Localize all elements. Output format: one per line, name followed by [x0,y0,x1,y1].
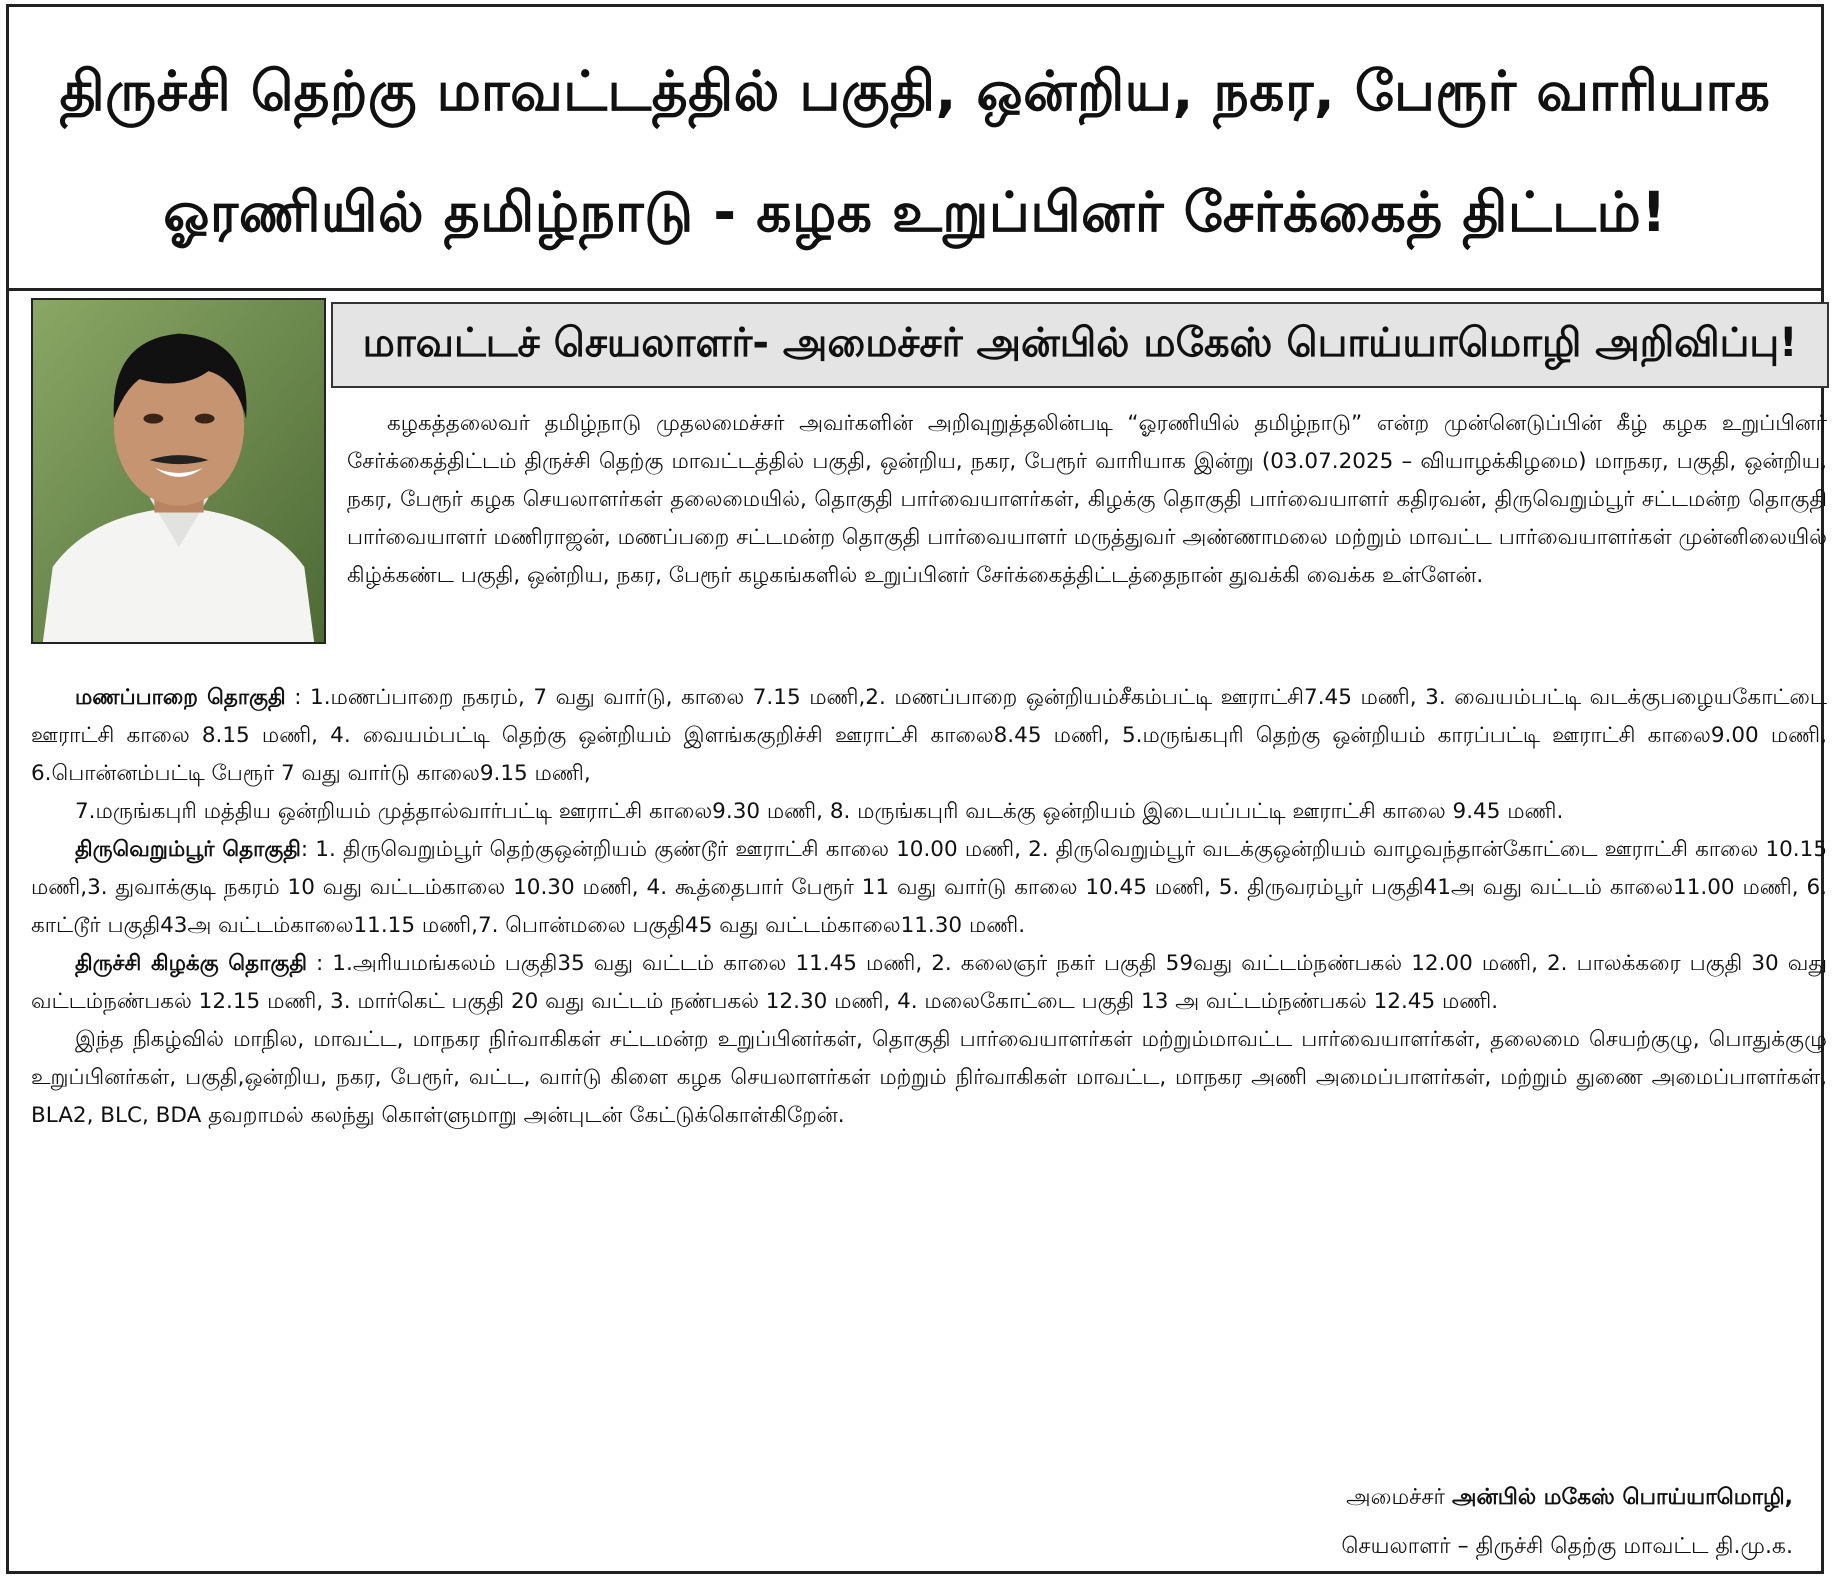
section-text: : 1.அரியமங்கலம் பகுதி35 வது வட்டம் காலை 11.45 மணி, 2. கலைஞர் நகர் பகுதி 59வது வட்டம்நண்பகல் 12.00 மணி, 2. பாலக்கரை பகுதி 30 வது வட்டம்நண்பகல் 12.15 மணி, 3. மார்கெட் பகுதி 20 வது வட்டம் நண்பகல் 12.30 மணி, 4. மலைகோட்டை பகுதி 13 அ வட்டம்நண்பகல் 12.45 மணி. [31,951,1827,1014]
headline-line-2: ஓரணியில் தமிழ்நாடு - கழக உறுப்பினர் சேர்க்கைத் திட்டம்! [163,180,1667,244]
section-paragraph [31,679,1827,793]
intro-paragraph [347,405,1827,595]
section-text: : 1.மணப்பாறை நகரம், 7 வது வார்டு, காலை 7.15 மணி,2. மணப்பாறை ஒன்றியம்சீகம்பட்டி ஊராட்சி7.45 மணி, 3. வையம்பட்டி வடக்குபழையகோட்டை ஊராட்சி காலை 8.15 மணி, 4. வையம்பட்டி தெற்கு ஒன்றியம் இளங்ககுறிச்சி ஊராட்சி காலை8.45 மணி, 5.மருங்கபுரி தெற்கு ஒன்றியம் காரப்பட்டி ஊராட்சி காலை9.00 மணி, 6.பொன்னம்பட்டி பேரூர் 7 வது வார்டு காலை9.15 மணி, [31,685,1827,786]
section-paragraph [31,831,1827,945]
section-paragraph [31,793,1827,831]
section-text: : 1. திருவெறும்பூர் தெற்குஒன்றியம் குண்டூர் ஊராட்சி காலை 10.00 மணி, 2. திருவெறும்பூர் வடக்குஒன்றியம் வாழவந்தான்கோட்டை ஊராட்சி காலை 10.15 மணி,3. துவாக்குடி நகரம் 10 வது வட்டம்காலை 10.30 மணி, 4. கூத்தைபார் பேரூர் 11 வது வார்டு காலை 10.45 மணி, 5. திருவரம்பூர் பகுதி41அ வது வட்டம் காலை11.00 மணி, 6. காட்டூர் பகுதி43அ வட்டம்காலை11.15 மணி,7. பொன்மலை பகுதி45 வது வட்டம்காலை11.30 மணி. [31,837,1827,938]
portrait-photo [31,298,326,644]
closing-paragraph [31,1021,1827,1135]
section-lead: திருச்சி கிழக்கு தொகுதி [75,951,307,976]
closing-text: இந்த நிகழ்வில் மாநில, மாவட்ட, மாநகர நிர்வாகிகள் சட்டமன்ற உறுப்பினர்கள், தொகுதி பார்வையாளர்கள் மற்றும்மாவட்ட பார்வையாளர்கள், தலைமை செயற்குழு, பொதுக்குழு உறுப்பினர்கள், பகுதி,ஒன்றிய, நகர, பேரூர், வட்ட, வார்டு கிளை கழக செயலாளர்கள் மற்றும் நிர்வாகிகள் மாவட்ட, மாநகர அணி அமைப்பாளர்கள், மற்றும் துணை அமைப்பாளர்கள், BLA2, BLC, BDA தவறாமல் கலந்து கொள்ளுமாறு அன்புடன் கேட்டுக்கொள்கிறேன். [31,1027,1827,1128]
schedule-body [31,679,1827,1135]
signature-name: அன்பில் மகேஸ் பொய்யாமொழி, [1452,1485,1793,1510]
headline-line-1: திருச்சி தெற்கு மாவட்டத்தில் பகுதி, ஒன்றிய, நகர, பேரூர் வாரியாக [59,59,1771,123]
divider [9,288,1821,291]
section-lead: திருவெறும்பூர் தொகுதி [75,837,301,862]
subheading-banner: மாவட்டச் செயலாளர்- அமைச்சர் அன்பில் மகேஸ் பொய்யாமொழி அறிவிப்பு! [331,302,1829,388]
person-portrait-icon [33,300,324,642]
notice-frame [6,4,1827,1574]
section-text: 7.மருங்கபுரி மத்திய ஒன்றியம் முத்தால்வார்பட்டி ஊராட்சி காலை9.30 மணி, 8. மருங்கபுரி வடக்கு ஒன்றியம் இடையப்பட்டி ஊராட்சி காலை 9.45 மணி. [75,799,1564,824]
signature-line-2: செயலாளர் – திருச்சி தெற்கு மாவட்ட தி.மு.க. [1341,1534,1793,1559]
signature-prefix: அமைச்சர் [1346,1485,1445,1510]
signature-line-1 [1346,1479,1793,1517]
section-paragraph [31,945,1827,1021]
intro-text: கழகத்தலைவர் தமிழ்நாடு முதலமைச்சர் அவர்களின் அறிவுறுத்தலின்படி “ஓரணியில் தமிழ்நாடு” என்ற முன்னெடுப்பின் கீழ் கழக உறுப்பினர் சேர்க்கைத்திட்டம் திருச்சி தெற்கு மாவட்டத்தில் பகுதி, ஒன்றிய, நகர, பேரூர் வாரியாக இன்று (03.07.2025 – வியாழக்கிழமை) மாநகர, பகுதி, ஒன்றிய, நகர, பேரூர் கழக செயலாளர்கள் தலைமையில், தொகுதி பார்வையாளர்கள், கிழக்கு தொகுதி பார்வையாளர் கதிரவன், திருவெறும்பூர் சட்டமன்ற தொகுதி பார்வையாளர் மணிராஜன், மணப்பறை சட்டமன்ற தொகுதி பார்வையாளர் மருத்துவர் அண்ணாமலை மற்றும் மாவட்ட பார்வையாளர்கள் முன்னிலையில் கிழ்க்கண்ட பகுதி, ஒன்றிய, நகர, பேரூர் கழகங்களில் உறுப்பினர் சேர்க்கைத்திட்டத்தைநான் துவக்கி வைக்க உள்ளேன். [347,411,1827,588]
section-lead: மணப்பாறை தொகுதி [75,685,286,710]
